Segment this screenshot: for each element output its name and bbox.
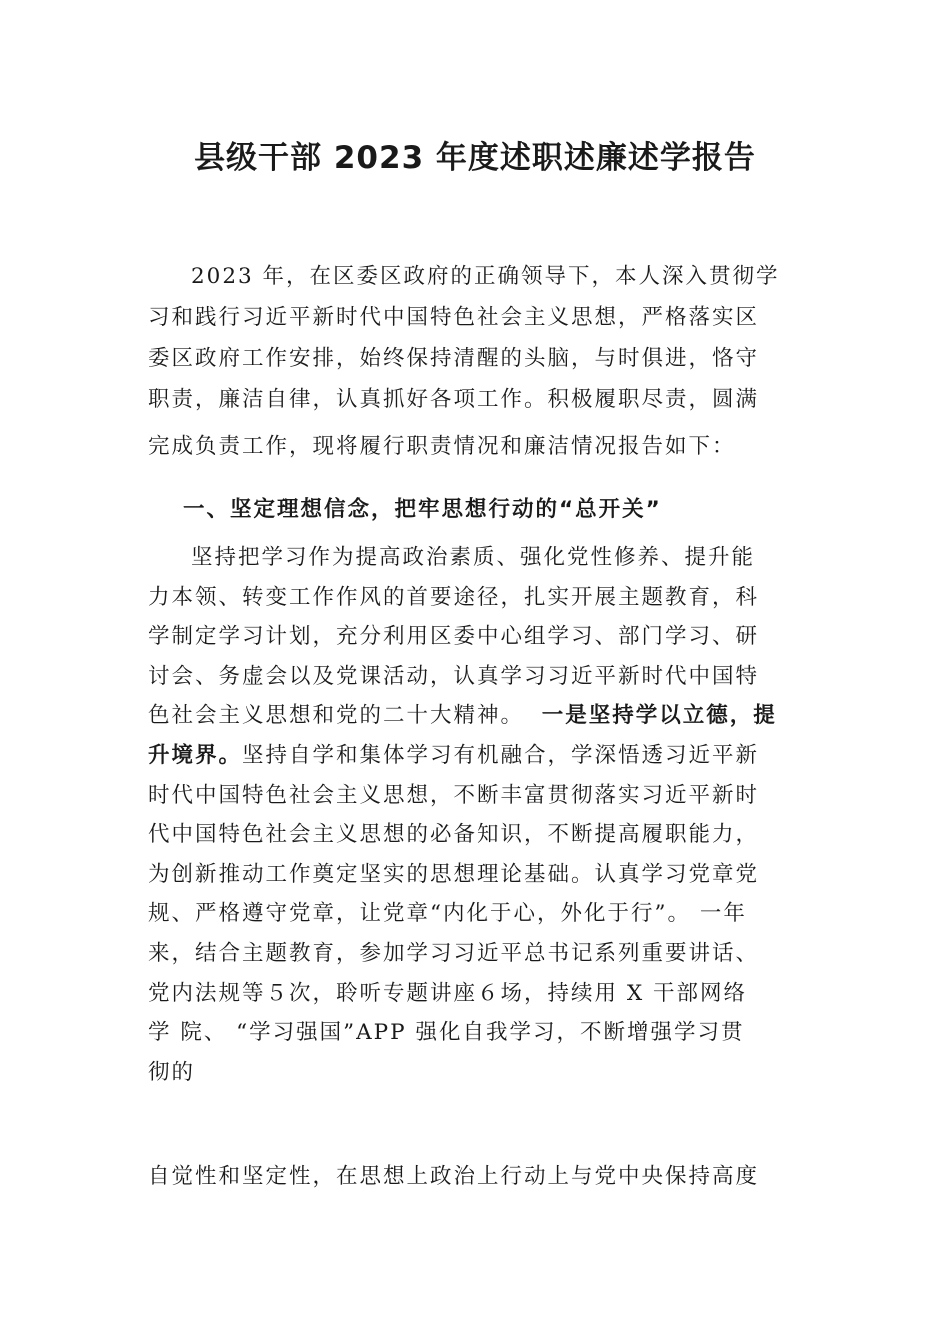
point-one-lead: 一是坚持学以立德，提 [541, 703, 777, 729]
section-1-line-13: 学 院、 “学习强国”APP 强化自我学习，不断增强学习贯 [148, 1020, 745, 1046]
intro-line-2: 习和践行习近平新时代中国特色社会主义思想，严格落实区 [148, 305, 760, 330]
section-1-line-5-text: 色社会主义思想和党的二十大精神。 [148, 703, 525, 729]
section-1-paragraph [148, 538, 812, 1092]
section-1-line-3: 学制定学习计划，充分利用区委中心组学习、部门学习、研 [148, 624, 760, 650]
section-1-line-11: 来，结合主题教育，参加学习习近平总书记系列重要讲话、 [148, 940, 760, 966]
section-1-line-8: 代中国特色社会主义思想的必备知识，不断提高履职能力， [148, 822, 760, 848]
intro-line-5: 完成负责工作，现将履行职责情况和廉洁情况报告如下： [148, 434, 736, 459]
section-1-line-6 [148, 736, 812, 776]
intro-paragraph [148, 256, 812, 467]
continuation-paragraph [148, 1157, 812, 1197]
section-heading-1: 一、坚定理想信念，把牢思想行动的“总开关” [183, 497, 662, 522]
section-1-line-6-text: 坚持自学和集体学习有机融合，学深悟透习近平新 [242, 742, 760, 768]
section-1-line-10: 规、严格遵守党章，让党章“内化于心，外化于行”。 一年 [148, 901, 747, 927]
intro-line-1: 2023 年，在区委区政府的正确领导下，本人深入贯彻学 [191, 264, 780, 289]
section-1-line-4: 讨会、务虚会以及党课活动，认真学习习近平新时代中国特 [148, 663, 760, 689]
point-one-lead-cont: 升境界。 [148, 742, 243, 768]
intro-line-3: 委区政府工作安排，始终保持清醒的头脑，与时俱进，恪守 [148, 346, 760, 371]
intro-line-4: 职责，廉洁自律，认真抓好各项工作。积极履职尽责，圆满 [148, 387, 760, 412]
section-1-line-9: 为创新推动工作奠定坚实的思想理论基础。认真学习党章党 [148, 861, 760, 887]
section-1-line-12: 党内法规等５次，聆听专题讲座６场，持续用 X 干部网络 [148, 980, 747, 1006]
section-1-line-1: 坚持把学习作为提高政治素质、强化党性修养、提升能 [191, 545, 756, 570]
section-1-line-2: 力本领、转变工作作风的首要途径，扎实开展主题教育，科 [148, 584, 760, 610]
document-title: 县级干部 2023 年度述职述廉述学报告 [194, 140, 756, 176]
section-1-line-5 [148, 696, 812, 736]
section-1-line-14: 彻的 [148, 1059, 196, 1085]
continuation-line-1: 自觉性和坚定性，在思想上政治上行动上与党中央保持高度 [148, 1164, 760, 1189]
section-1-line-7: 时代中国特色社会主义思想，不断丰富贯彻落实习近平新时 [148, 782, 760, 808]
